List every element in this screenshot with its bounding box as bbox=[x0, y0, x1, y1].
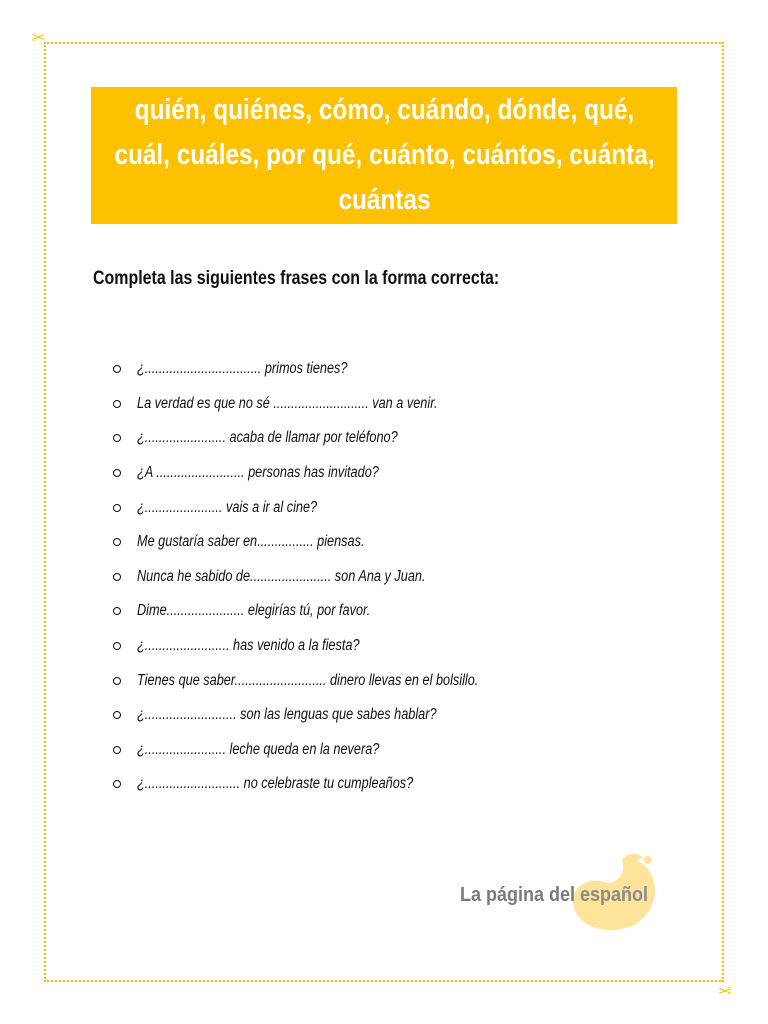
list-item bbox=[113, 733, 553, 768]
list-item bbox=[113, 629, 553, 664]
bullet-icon bbox=[113, 711, 121, 719]
list-item bbox=[113, 663, 553, 698]
list-item bbox=[113, 456, 553, 491]
logo-text-accent: español bbox=[580, 884, 649, 906]
exercise-text: ¿....................... leche queda en la nevera? bbox=[137, 740, 380, 758]
bullet-icon bbox=[113, 746, 121, 754]
bullet-icon bbox=[113, 400, 121, 408]
exercise-text: ¿........................... no celebraste tu cumpleaños? bbox=[137, 775, 414, 793]
list-item bbox=[113, 387, 553, 422]
exercise-text: Tienes que saber.......................... dinero llevas en el bolsillo. bbox=[137, 671, 479, 689]
logo-text bbox=[460, 884, 648, 907]
exercise-text: Dime...................... elegirías tú, por favor. bbox=[137, 602, 371, 620]
bullet-icon bbox=[113, 365, 121, 373]
title-line: quién, quiénes, cómo, cuándo, dónde, qué, bbox=[134, 94, 634, 126]
exercise-text: ¿...................... vais a ir al cine? bbox=[137, 498, 318, 516]
list-item bbox=[113, 421, 553, 456]
exercise-text: Nunca he sabido de....................... son Ana y Juan. bbox=[137, 567, 426, 585]
bullet-icon bbox=[113, 642, 121, 650]
bullet-icon bbox=[113, 504, 121, 512]
list-item bbox=[113, 767, 553, 802]
title-line: cuántas bbox=[337, 184, 431, 216]
title-line: cuál, cuáles, por qué, cuánto, cuántos, cuánta, bbox=[113, 139, 655, 171]
list-item bbox=[113, 352, 553, 387]
brand-logo bbox=[460, 848, 680, 938]
list-item bbox=[113, 594, 553, 629]
bullet-icon bbox=[113, 607, 121, 615]
scissors-icon: ✂ bbox=[32, 28, 46, 47]
list-item bbox=[113, 560, 553, 595]
exercise-list bbox=[113, 352, 553, 802]
exercise-text: ¿.......................... son las lenguas que sabes hablar? bbox=[137, 706, 437, 724]
exercise-text: ¿........................ has venido a la fiesta? bbox=[137, 637, 360, 655]
list-item bbox=[113, 525, 553, 560]
exercise-text: ¿................................. primos tienes? bbox=[137, 360, 348, 378]
exercise-text: La verdad es que no sé ........................... van a venir. bbox=[137, 394, 438, 412]
bullet-icon bbox=[113, 573, 121, 581]
instruction-heading: Completa las siguientes frases con la forma correcta: bbox=[93, 268, 500, 289]
bullet-icon bbox=[113, 469, 121, 477]
bullet-icon bbox=[113, 677, 121, 685]
bullet-icon bbox=[113, 780, 121, 788]
exercise-text: ¿....................... acaba de llamar por teléfono? bbox=[137, 429, 398, 447]
bullet-icon bbox=[113, 538, 121, 546]
title-banner bbox=[91, 87, 677, 224]
scissors-icon: ✂ bbox=[718, 981, 732, 1000]
list-item bbox=[113, 698, 553, 733]
bullet-icon bbox=[113, 434, 121, 442]
page-title bbox=[114, 88, 654, 223]
exercise-text: ¿A ......................... personas has invitado? bbox=[137, 464, 379, 482]
logo-text-part: La página del bbox=[460, 884, 581, 906]
list-item bbox=[113, 490, 553, 525]
exercise-text: Me gustaría saber en................ piensas. bbox=[137, 533, 365, 551]
